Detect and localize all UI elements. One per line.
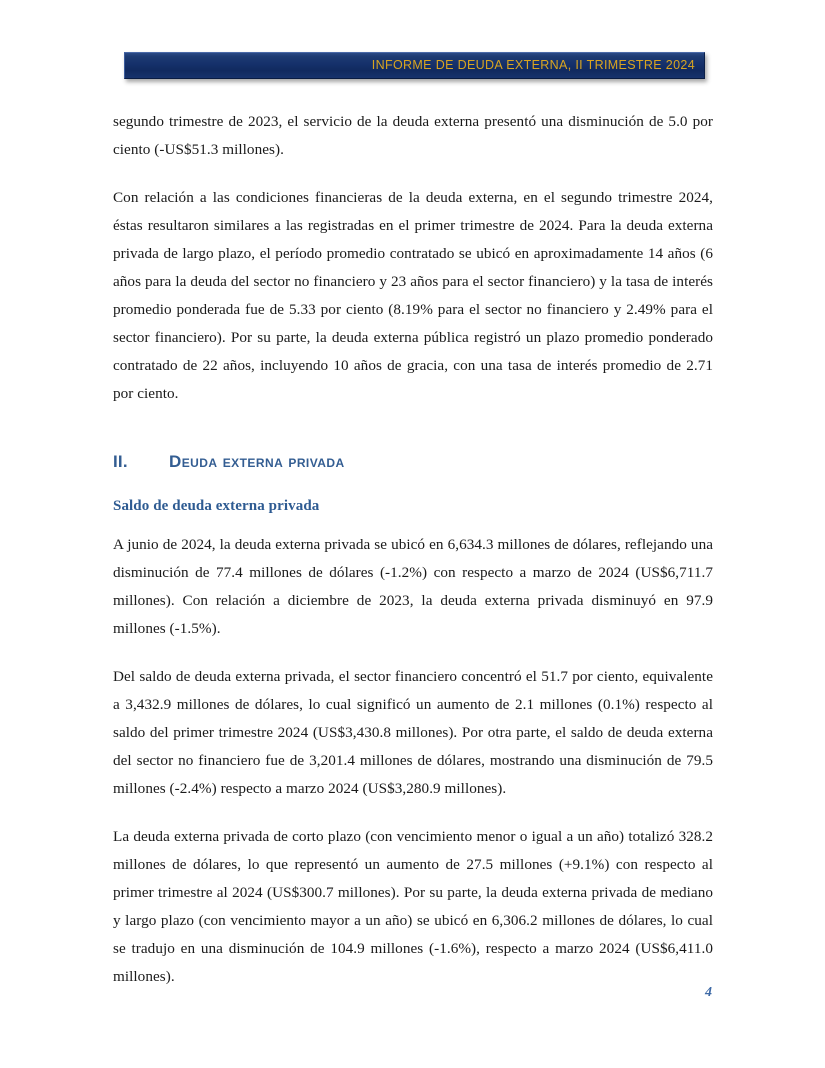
document-content bbox=[113, 108, 713, 991]
section-title: Deuda externa privada bbox=[169, 452, 345, 471]
header-banner-title: INFORME DE DEUDA EXTERNA, II TRIMESTRE 2024 bbox=[371, 58, 695, 73]
section-heading-deuda-externa-privada bbox=[113, 452, 713, 472]
page-number: 4 bbox=[705, 985, 712, 1000]
paragraph-sector-financiero: Del saldo de deuda externa privada, el sector financiero concentró el 51.7 por ciento, equivalente a 3,432.9 millones de dólares, lo cual significó un aumento de 2.1 millones (0.1%) respecto al saldo del primer trimestre 2024 (US$3,430.8 millones). Por otra parte, el saldo de deuda externa del sector no financiero fue de 3,201.4 millones de dólares, mostrando una disminución de 79.5 millones (-2.4%) respecto a marzo 2024 (US$3,280.9 millones). bbox=[113, 668, 713, 797]
paragraph-condiciones-financieras: Con relación a las condiciones financieras de la deuda externa, en el segundo trimestre 2024, éstas resultaron similares a las registradas en el primer trimestre de 2024. Para la deuda externa privada de largo plazo, el período promedio contratado se ubicó en aproximadamente 14 años (6 años para la deuda del sector no financiero y 23 años para el sector financiero) y la tasa de interés promedio ponderada fue de 5.33 por ciento (8.19% para el sector no financiero y 2.49% para el sector financiero). Por su parte, la deuda externa pública registró un plazo promedio ponderado contratado de 22 años, incluyendo 10 años de gracia, con una tasa de interés promedio de 2.71 por ciento. bbox=[113, 189, 713, 402]
section-number: II. bbox=[113, 452, 128, 471]
paragraph-corto-plazo: La deuda externa privada de corto plazo (con vencimiento menor o igual a un año) totalizó 328.2 millones de dólares, lo que representó un aumento de 27.5 millones (+9.1%) con respecto al primer trimestre al 2024 (US$300.7 millones). Por su parte, la deuda externa privada de mediano y largo plazo (con vencimiento mayor a un año) se ubicó en 6,306.2 millones de dólares, lo cual se tradujo en una disminución de 104.9 millones (-1.6%), respecto a marzo 2024 (US$6,411.0 millones). bbox=[113, 828, 713, 985]
paragraph-continuation: segundo trimestre de 2023, el servicio de la deuda externa presentó una disminución de 5.0 por ciento (-US$51.3 millones). bbox=[113, 113, 713, 158]
paragraph-saldo-junio-2024: A junio de 2024, la deuda externa privada se ubicó en 6,634.3 millones de dólares, reflejando una disminución de 77.4 millones de dólares (-1.2%) con respecto a marzo de 2024 (US$6,711.7 millones). Con relación a diciembre de 2023, la deuda externa privada disminuyó en 97.9 millones (-1.5%). bbox=[113, 536, 713, 637]
header-banner bbox=[124, 52, 705, 79]
heading-spacer bbox=[113, 428, 713, 452]
subheading-saldo-de-deuda-externa-privada: Saldo de deuda externa privada bbox=[113, 498, 320, 514]
